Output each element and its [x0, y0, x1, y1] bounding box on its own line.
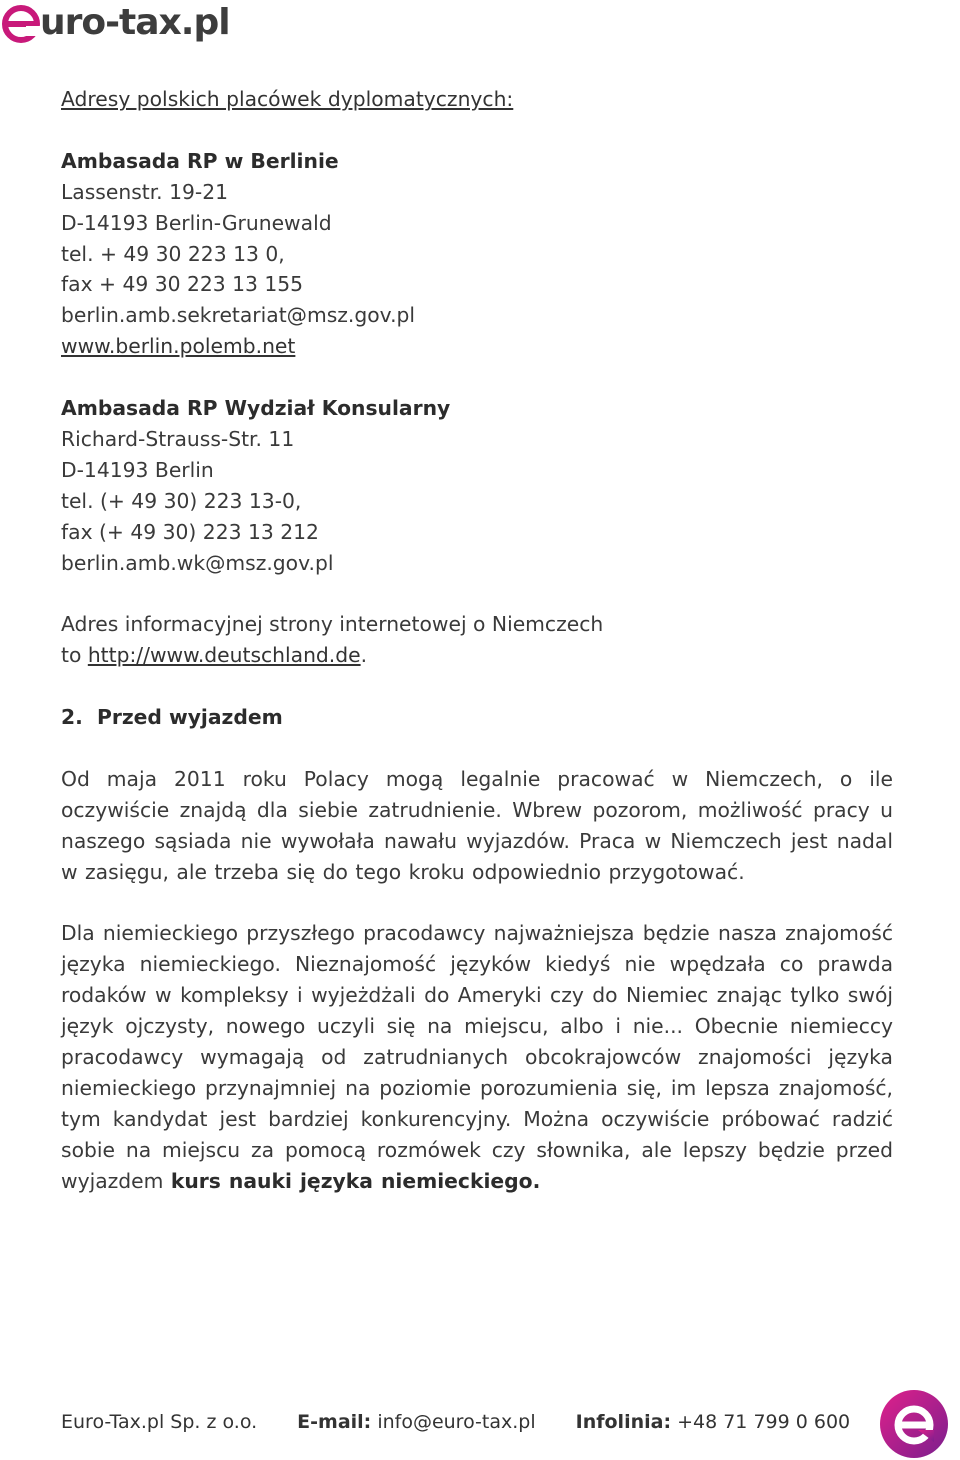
section-title: Przed wyjazdem [96, 705, 283, 730]
embassy-name: Ambasada RP w Berlinie [61, 148, 339, 173]
embassy-tel: tel. + 49 30 223 13 0, [61, 241, 285, 266]
footer-phone-value: +48 71 799 0 600 [671, 1411, 851, 1433]
diplomatic-addresses-link[interactable]: Adresy polskich placówek dyplomatycznych: [61, 87, 514, 111]
consulate-fax: fax (+ 49 30) 223 13 212 [61, 519, 319, 544]
consulate-name: Ambasada RP Wydział Konsularny [61, 396, 451, 421]
deutschland-de-link[interactable]: http://www.deutschland.de [87, 643, 361, 668]
info-site-text: Adres informacyjnej strony internetowej o Niemczech [61, 612, 604, 637]
paragraph-2-text: Dla niemieckiego przyszłego pracodawcy najważniejsza będzie nasza znajomość języka niemieckiego. Nieznajomość języków kiedyś nie wpędzała co prawda rodaków w kompleksy i wyjeżdżali do Ameryki czy do Niemiec znając tylko swój język ojczysty, nowego uczyli się na miejscu, albo i nie... Obecnie niemieccy pracodawcy wymagają od zatrudnianych obcokrajowców znajomości języka niemieckiego przynajmniej na poziomie porozumienia się, im lepsza znajomość, tym kandydat jest bardziej konkurencyjny. Można oczywiście próbować radzić sobie na miejscu za pomocą rozmówek czy słownika, ale lepszy będzie przed wyjazdem [61, 921, 893, 1193]
embassy-website-link[interactable]: www.berlin.polemb.net [61, 334, 296, 359]
embassy-fax: fax + 49 30 223 13 155 [61, 272, 304, 297]
section-number: 2. [61, 705, 83, 730]
section-heading [61, 702, 893, 733]
footer-email [297, 1411, 535, 1433]
consulate-email: berlin.amb.wk@msz.gov.pl [61, 550, 334, 575]
footer-company: Euro-Tax.pl Sp. z o.o. [61, 1411, 258, 1433]
embassy-street: Lassenstr. 19-21 [61, 179, 229, 204]
footer-phone [576, 1411, 851, 1433]
footer [61, 1411, 850, 1433]
footer-phone-label: Infolinia: [575, 1411, 672, 1433]
footer-email-label: E-mail: [297, 1411, 372, 1433]
info-site-line [61, 640, 893, 671]
document-body [61, 84, 893, 1197]
language-course-text: kurs nauki języka niemieckiego. [170, 1168, 541, 1193]
consulate-city: D-14193 Berlin [61, 457, 214, 482]
footer-e-logo-icon [878, 1388, 950, 1460]
consulate-tel: tel. (+ 49 30) 223 13-0, [61, 488, 302, 513]
logo-text: uro-tax.pl [40, 2, 230, 43]
footer-email-value[interactable]: info@euro-tax.pl [371, 1411, 536, 1433]
embassy-email: berlin.amb.sekretariat@msz.gov.pl [61, 303, 416, 328]
embassy-city: D-14193 Berlin-Grunewald [61, 210, 332, 235]
euro-tax-e-logo-icon [0, 2, 42, 44]
brand-logo [0, 0, 230, 46]
consulate-street: Richard-Strauss-Str. 11 [61, 426, 295, 451]
info-site-prefix: to [61, 643, 88, 668]
info-site-suffix: . [360, 643, 368, 668]
paragraph-1: Od maja 2011 roku Polacy mogą legalnie pracować w Niemczech, o ile oczywiście znajdą dla siebie zatrudnienie. Wbrew pozorom, możliwość pracy u naszego sąsiada nie wywołała nawału wyjazdów. Praca w Niemczech jest nadal w zasięgu, ale trzeba się do tego kroku odpowiednio przygotować. [61, 766, 893, 884]
paragraph-2 [61, 918, 893, 1196]
